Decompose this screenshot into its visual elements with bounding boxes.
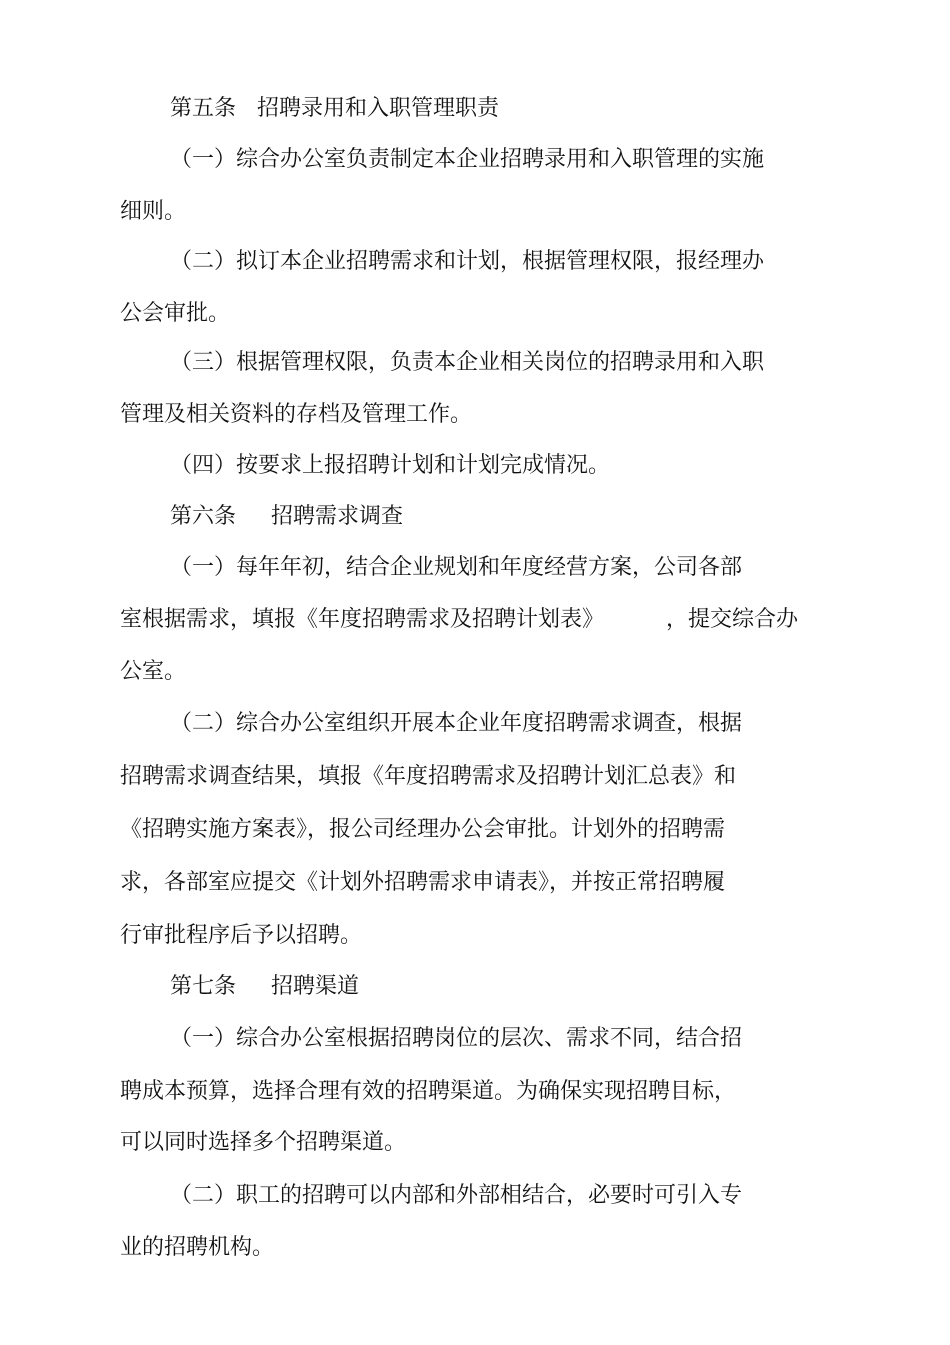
paragraph-line: 招聘需求调查结果，填报《年度招聘需求及招聘计划汇总表》和: [120, 764, 737, 789]
paragraph-line: （一）综合办公室负责制定本企业招聘录用和入职管理的实施: [170, 147, 765, 172]
paragraph-segment: 室根据需求，填报《年度招聘需求及招聘计划表》: [120, 607, 605, 632]
paragraph-line: 业的招聘机构。: [120, 1235, 275, 1260]
paragraph-line: （二）职工的招聘可以内部和外部相结合，必要时可引入专: [170, 1183, 743, 1208]
paragraph-line: （二）综合办公室组织开展本企业年度招聘需求调查，根据: [170, 711, 743, 736]
paragraph-line: （一）每年年初，结合企业规划和年度经营方案，公司各部: [170, 555, 743, 580]
paragraph-line: （四）按要求上报招聘计划和计划完成情况。: [170, 453, 611, 478]
article-heading: 第五条 招聘录用和入职管理职责: [170, 96, 499, 121]
paragraph-line: 《招聘实施方案表》，报公司经理办公会审批。计划外的招聘需: [120, 817, 726, 842]
paragraph-line: 聘成本预算，选择合理有效的招聘渠道。为确保实现招聘目标，: [120, 1079, 737, 1104]
paragraph-line: （三）根据管理权限，负责本企业相关岗位的招聘录用和入职: [170, 350, 765, 375]
paragraph-line: [120, 605, 798, 635]
paragraph-line: 细则。: [120, 199, 187, 224]
paragraph-line: 求，各部室应提交《计划外招聘需求申请表》，并按正常招聘履: [120, 870, 726, 895]
paragraph-line: （二）拟订本企业招聘需求和计划，根据管理权限，报经理办: [170, 249, 765, 274]
article-heading: 第七条 招聘渠道: [170, 974, 359, 999]
paragraph-segment: ，提交综合办: [666, 607, 799, 632]
article-heading: 第六条 招聘需求调查: [170, 504, 403, 529]
paragraph-line: 公室。: [120, 659, 187, 684]
paragraph-line: 公会审批。: [120, 301, 231, 326]
paragraph-line: 行审批程序后予以招聘。: [120, 923, 363, 948]
paragraph-line: （一）综合办公室根据招聘岗位的层次、需求不同，结合招: [170, 1026, 743, 1051]
paragraph-line: 管理及相关资料的存档及管理工作。: [120, 402, 473, 427]
paragraph-line: 可以同时选择多个招聘渠道。: [120, 1130, 407, 1155]
